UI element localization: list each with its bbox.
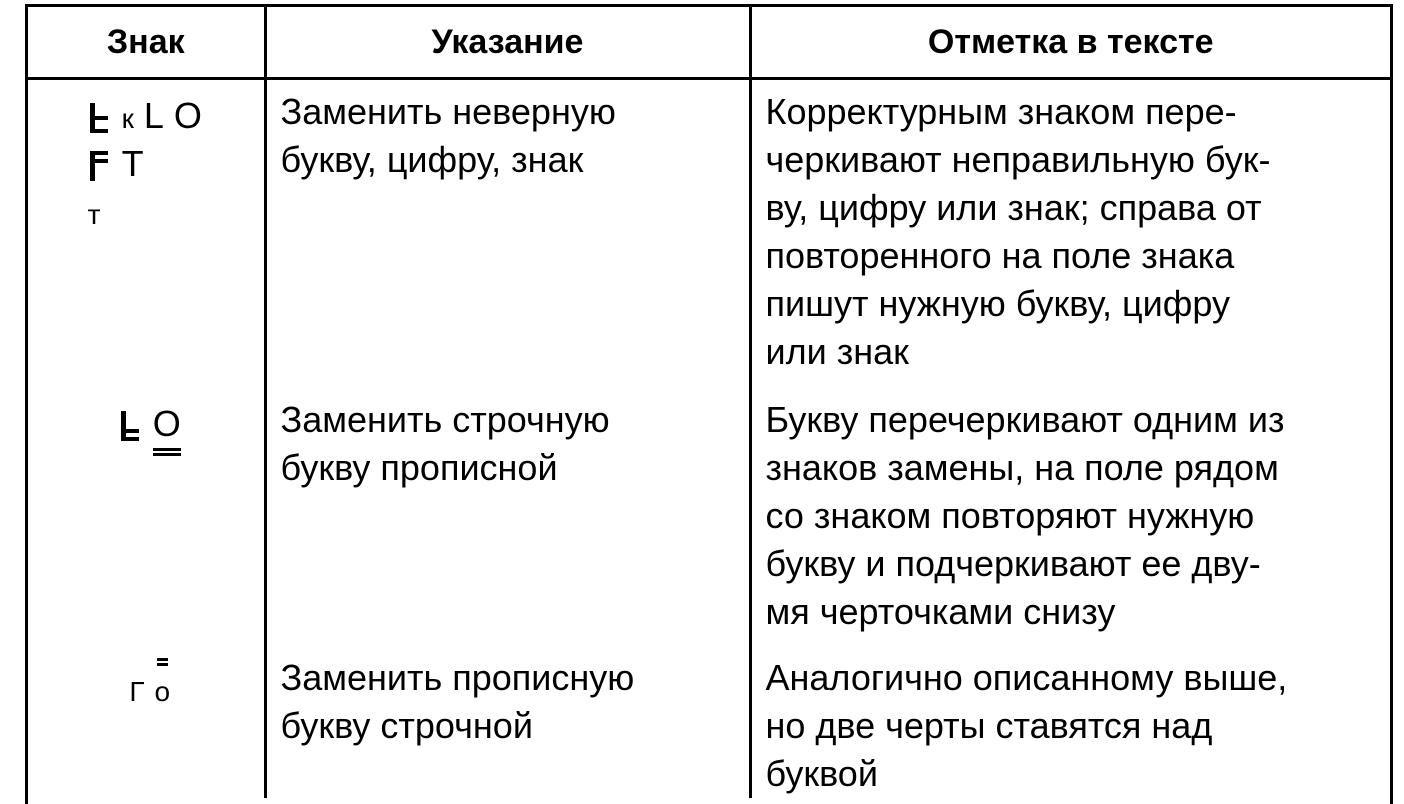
correction-sign: о [154, 676, 171, 707]
instruction-cell [265, 79, 750, 389]
correction-sign: к [121, 103, 134, 134]
table-row [28, 79, 1390, 389]
mark-line: Букву перечеркивают одним из [765, 399, 1285, 440]
mark-line: ву, цифру или знак; справа от [765, 187, 1262, 228]
mark-line: со знаком повторяют нужную [765, 495, 1255, 536]
header-instruction: Указание [265, 7, 750, 79]
instruction-line: букву, цифру, знак [280, 139, 584, 180]
sign-cell [28, 646, 265, 798]
mark-line: но две черты ставятся над [765, 705, 1213, 746]
correction-sign-group [129, 658, 170, 706]
mark-cell [750, 388, 1390, 646]
mark-line: пишут нужную букву, цифру [765, 283, 1231, 324]
mark-cell [750, 646, 1390, 798]
mark-line: Корректурным знаком пере- [765, 91, 1237, 132]
corner-down-sign-icon [119, 411, 141, 441]
correction-sign-group [119, 400, 181, 448]
instruction-cell [265, 388, 750, 646]
instruction-line: букву строчной [280, 705, 533, 746]
correction-sign: т [87, 199, 101, 230]
correction-sign-group [88, 92, 212, 236]
mark-line: букву и подчеркивают ее дву- [765, 543, 1261, 584]
sign-line [129, 658, 170, 706]
instruction-line: Заменить неверную [280, 91, 616, 132]
instruction-line: Заменить строчную [280, 399, 610, 440]
sign-line [88, 92, 212, 140]
sign-line [119, 400, 181, 448]
instruction-cell [265, 646, 750, 798]
corner-down-sign-icon [88, 103, 110, 133]
mark-line: повторенного на поле знака [765, 235, 1235, 276]
table-row [28, 388, 1390, 646]
correction-sign: О [152, 403, 181, 444]
correction-sign: T [121, 143, 144, 184]
table-header-row [28, 7, 1390, 79]
sign-cell [28, 79, 265, 389]
header-mark: Отметка в тексте [750, 7, 1390, 79]
instruction-line: букву прописной [280, 447, 558, 488]
sign-cell [28, 388, 265, 646]
mark-line: буквой [765, 753, 878, 794]
correction-marks-table-frame [25, 4, 1393, 804]
mark-line: черкивают неправильную бук- [765, 139, 1271, 180]
uppercase-mark-sign [153, 400, 181, 456]
mark-line: Аналогично описанному выше, [765, 657, 1288, 698]
lowercase-mark-sign [155, 658, 171, 716]
correction-sign: O [173, 95, 202, 136]
corner-up-sign-icon [88, 151, 110, 181]
mark-line: знаков замены, на поле рядом [765, 447, 1279, 488]
mark-line: или знак [765, 331, 909, 372]
correction-sign: L [143, 95, 164, 136]
mark-cell [750, 79, 1390, 389]
sign-line [88, 188, 212, 236]
correction-sign: Г [129, 676, 145, 707]
instruction-line: Заменить прописную [280, 657, 635, 698]
table-row [28, 646, 1390, 798]
header-sign: Знак [28, 7, 265, 79]
correction-marks-table [28, 7, 1390, 798]
mark-line: мя черточками снизу [765, 591, 1116, 632]
sign-line [88, 140, 212, 188]
